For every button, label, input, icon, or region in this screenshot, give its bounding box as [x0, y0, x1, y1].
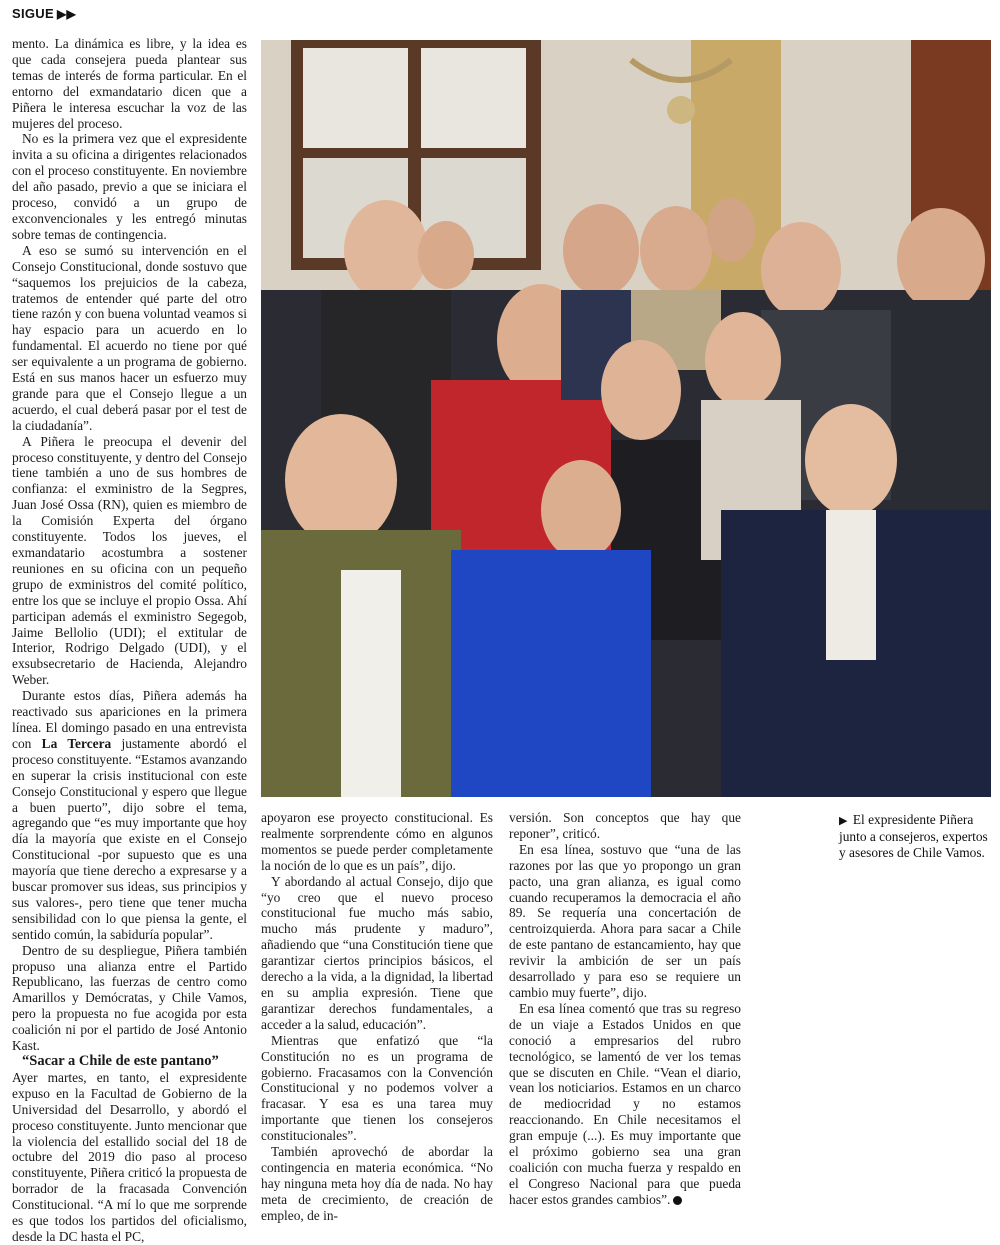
- article-column-3: [509, 810, 741, 1208]
- subheading: “Sacar a Chile de este pantano”: [22, 1053, 219, 1069]
- header-label: SIGUE: [12, 6, 54, 21]
- paragraph: Mientras que enfatizó que “la Constitución no es un programa de gobierno. Fracasamos con la Convención Constitucional y no podemos volver a fracasar. Y esa es una tarea muy importante que tienen los consejeros constitucionales”.: [261, 1032, 493, 1144]
- paragraph: Dentro de su despliegue, Piñera también propuso una alianza entre el Partido Republicano, las fuerzas de centro como Amarillos y Demócratas, y Chile Vamos, pero la propuesta no fue acogida por esta coalición ni por el partido de José Antonio Kast.: [12, 942, 247, 1054]
- article-column-1: [12, 36, 247, 1245]
- paragraph: A Piñera le preocupa el devenir del proceso constituyente, y dentro del Consejo tiene también a uno de sus hombres de confianza: el exministro de la Segpres, Juan José Ossa (RN), quien es miembro de la Comisión Experta del órgano constituyente. Todos los jueves, el exmandatario acostumbra a sostener reuniones en su oficina con un pequeño grupo de exministros del comité político, entre los que se incluye el propio Ossa. Ahí participan además el exministro Segegob, Jaime Bellolio (UDI); el extitular de Interior, Rodrigo Delgado (UDI), y el exsubsecretario de Hacienda, Alejandro Weber.: [12, 433, 247, 688]
- paragraph: mento. La dinámica es libre, y la idea es que cada consejera pueda plantear sus temas de interés de forma particular. En el entorno del exmandatario dicen que a Piñera le interesa escuchar la voz de las mujeres del proceso.: [12, 36, 247, 131]
- paragraph-text: Durante estos días, Piñera además ha reactivado sus apariciones en la primera línea. El domingo pasado en una entrevista con: [12, 688, 247, 751]
- section-header: [12, 6, 76, 21]
- paragraph: A eso se sumó su intervención en el Consejo Constitucional, donde sostuvo que “saquemos los prejuicios de la cabeza, tratemos de entender qué parte del otro tiene razón y con buena voluntad veamos si hay espacio para un acuerdo en lo fundamental. El acuerdo no tiene por qué ser equivalente a un programa de gobierno. Está en sus manos hacer un esfuerzo muy grande para que el Consejo llegue a un acuerdo, el cual deberá pasar por el test de la ciudadanía”.: [12, 242, 247, 433]
- photo-caption: [839, 812, 989, 861]
- paragraph: Ayer martes, en tanto, el expresidente expuso en la Facultad de Gobierno de la Universidad del Desarrollo, y abordó el proceso constituyente. Junto mencionar que la violencia del estallido social del 18 de octubre del 2019 dio paso al proceso constituyente, Piñera criticó la propuesta de borrador de la fracasada Convención Constitucional. “A mí lo que me sorprende es que todos los partidos del oficialismo, desde la DC hasta el PC,: [12, 1069, 247, 1244]
- caption-text: El expresidente Piñera junto a consejeros, expertos y asesores de Chile Vamos.: [839, 812, 988, 860]
- paragraph-text: En esa línea comentó que tras su regreso de un viaje a Estados Unidos en que conoció a empresarios del rubro tecnológico, se lamentó de ver los temas que se discuten en Chile. “Vean el diario, vean los noticiarios. Estamos en un charco de mediocridad y no estamos reaccionando. En Chile necesitamos el gran empuje (...). Es muy importante que el próximo gobierno sea una gran coalición con mucha fuerza y respaldo en el Congreso Nacional para que pueda hacer estos grandes cambios”.: [509, 1000, 741, 1207]
- paragraph: [12, 688, 247, 943]
- newspaper-name: La Tercera: [41, 735, 112, 751]
- paragraph: También aprovechó de abordar la contingencia en materia económica. “No hay ninguna meta hoy día de nada. No hay meta de crecimiento, de creación de empleo, de in-: [261, 1144, 493, 1223]
- group-photo: [261, 40, 991, 797]
- paragraph: apoyaron ese proyecto constitucional. Es realmente sorprendente cómo en algunos momentos se puede perder completamente la noción de lo que es un país”, dijo.: [261, 810, 493, 873]
- paragraph: versión. Son conceptos que hay que reponer”, criticó.: [509, 810, 741, 841]
- caption-marker-icon: ▶: [839, 815, 848, 827]
- paragraph: [509, 1001, 741, 1208]
- article-column-2: [261, 810, 493, 1224]
- header-arrows-icon: ▶▶: [56, 7, 77, 21]
- paragraph: No es la primera vez que el expresidente invita a su oficina a dirigentes relacionados con el proceso constituyente. En noviembre del año pasado, previo a que se iniciara el proceso, convidó a un grupo de exconvencionales y les entregó minutas sobre temas de contingencia.: [12, 131, 247, 242]
- paragraph: En esa línea, sostuvo que “una de las razones por las que yo propongo un gran pacto, una gran alianza, es igual como cuando recuperamos la democracia el año 89. Se requería una concertación de centroizquierda. Ahora para sacar a Chile de este pantano de estancamiento, hay que revivir la ambición de ser un país desarrollado y para eso se requiere un cambio muy fuerte”, dijo.: [509, 841, 741, 1000]
- paragraph-text: justamente abordó el proceso constituyente. “Estamos avanzando en superar la crisis institucional con este Consejo Constitucional y espero que llegue a buen puerto”, dijo sobre el tema, agregando que “es muy importante que hoy día la mayoría que existe en el Consejo Constitucional -por supuesto que es una mayoría que tiene derecho a expresarse y a buscar promover sus ideas, sus principios y sus valores-, pero tiene que tener mucha sensibilidad con lo que piensa la gente, el sentido común, la sabiduría popular”.: [12, 735, 248, 942]
- paragraph: Y abordando al actual Consejo, dijo que “yo creo que el nuevo proceso constitucional fue mucho más sabio, mucho más prudente y maduro”, añadiendo que “una Constitución tiene que garantizar ciertos principios básicos, el derecho a la vida, a la dignidad, la libertad en su amplia expresión. Tiene que garantizar derechos fundamentales, a acceder a la salud, educación”.: [261, 873, 493, 1032]
